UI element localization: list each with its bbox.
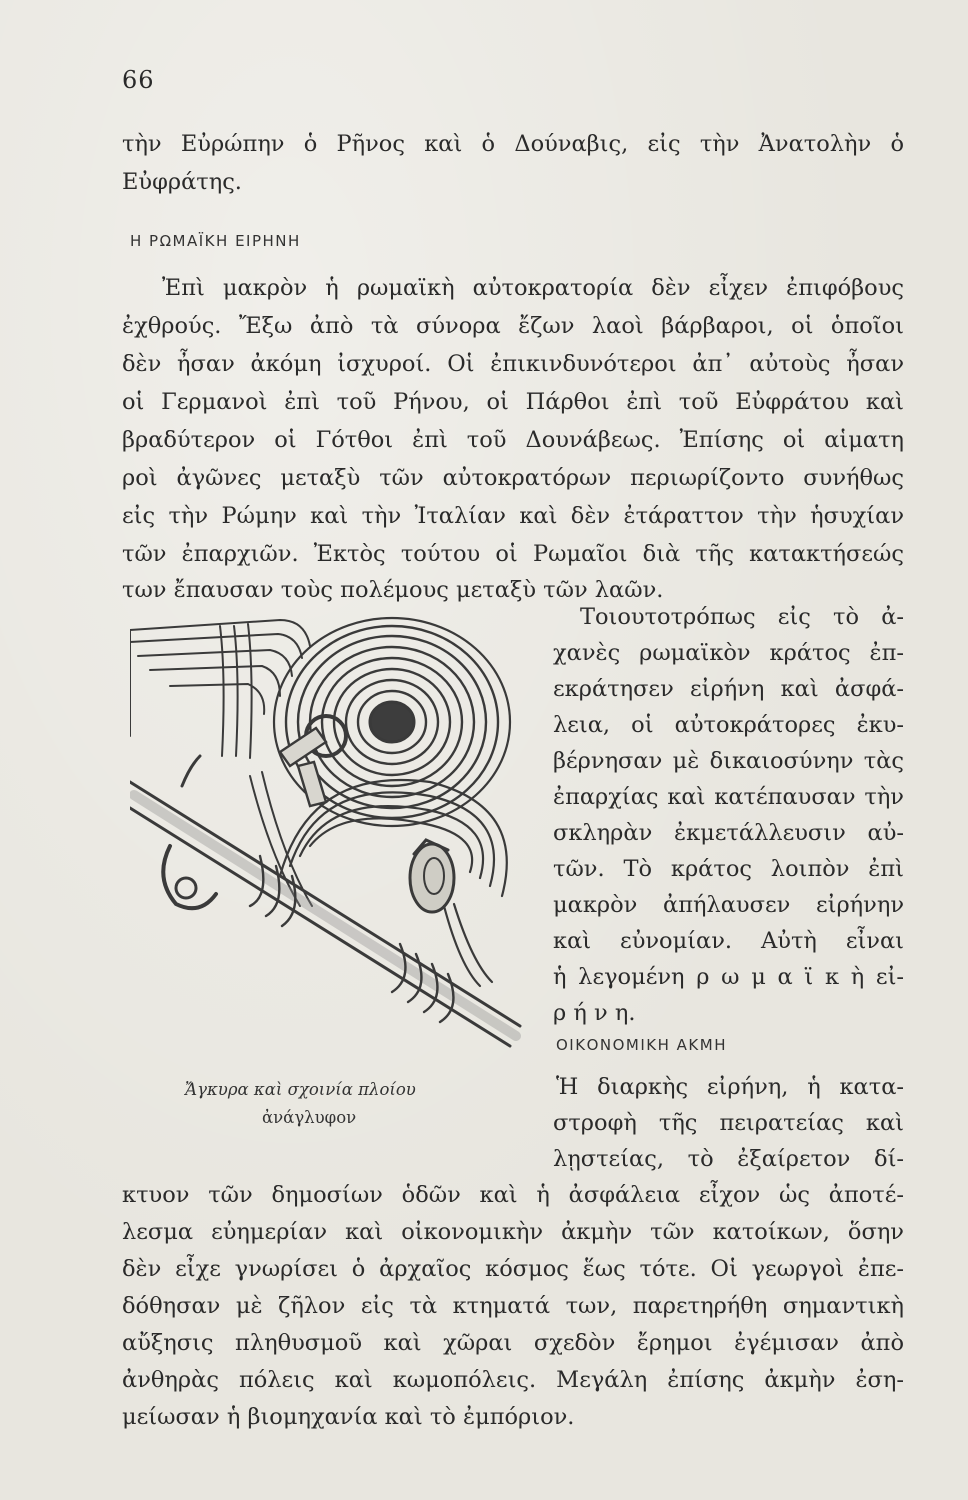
body-line: των ἔπαυσαν τοὺς πολέμους μεταξὺ τῶν λαῶν. [122,577,664,603]
side-line: μακρὸν ἀπήλαυσεν εἰρήνην [553,892,904,918]
body-line: αὔξησις πληθυσμοῦ καὶ χῶραι σχεδὸν ἔρημοι ἐγέμισαν ἀπὸ [122,1330,904,1356]
figure-caption-title: Ἄγκυρα καὶ σχοινία πλοίου [185,1080,416,1099]
body-line: δόθησαν μὲ ζῆλον εἰς τὰ κτηματά των, παρετηρήθη σημαντικὴ [122,1293,904,1319]
side-line: στροφὴ τῆς πειρατείας καὶ [553,1110,904,1136]
body-line: οἱ Γερμανοὶ ἐπὶ τοῦ Ρήνου, οἱ Πάρθοι ἐπὶ τοῦ Εὐφράτου καὶ [122,389,904,415]
body-line: κτυον τῶν δημοσίων ὁδῶν καὶ ἡ ἀσφάλεια εἶχον ὡς ἀποτέ- [122,1182,904,1208]
side-line: ἐπαρχίας καὶ κατέπαυσαν τὴν [553,784,904,810]
body-line: τῶν ἐπαρχιῶν. Ἐκτὸς τούτου οἱ Ρωμαῖοι διὰ τῆς κατακτήσεώς [122,541,904,567]
body-line: δὲν εἶχε γνωρίσει ὁ ἀρχαῖος κόσμος ἕως τότε. Οἱ γεωργοὶ ἐπε- [122,1256,904,1282]
body-line: βραδύτερον οἱ Γότθοι ἐπὶ τοῦ Δουνάβεως. Ἐπίσης οἱ αἱματη [122,427,904,453]
side-line: τῶν. Τὸ κράτος λοιπὸν ἐπὶ [553,856,904,882]
section-heading: ΟΙΚΟΝΟΜΙΚΗ ΑΚΜΗ [556,1036,727,1054]
side-line: σκληρὰν ἐκμετάλλευσιν αὐ- [553,820,904,846]
body-line: ἐχθρούς. Ἔξω ἀπὸ τὰ σύνορα ἔζων λαοὶ βάρβαροι, οἱ ὁποῖοι [122,313,904,339]
section-heading: Η ΡΩΜΑΪΚΗ ΕΙΡΗΝΗ [130,232,301,250]
anchor-rope-illustration [130,606,530,1058]
body-line: μείωσαν ἡ βιομηχανία καὶ τὸ ἐμπόριον. [122,1404,575,1430]
side-line: εκράτησεν εἰρήνη καὶ ἀσφά- [553,676,904,702]
body-line: Ἐπὶ μακρὸν ἡ ρωμαϊκὴ αὐτοκρατορία δὲν εἶχεν ἐπιφόβους [162,275,904,301]
side-line: λεια, οἱ αὐτοκράτορες ἐκυ- [553,712,904,738]
side-line: ρ ή ν η. [553,1000,636,1026]
side-line: χανὲς ρωμαϊκὸν κράτος ἐπ- [553,640,904,666]
body-line: δὲν ἦσαν ἀκόμη ἰσχυροί. Οἱ ἐπικινδυνότεροι ἀπ᾽ αὐτοὺς ἦσαν [122,351,904,377]
page-number: 66 [122,66,155,94]
body-line: λεσμα εὐημερίαν καὶ οἰκονομικὴν ἀκμὴν τῶν κατοίκων, ὅσην [122,1219,904,1245]
side-line: βέρνησαν μὲ δικαιοσύνην τὰς [553,748,904,774]
body-line: Εὐφράτης. [122,169,242,195]
body-line: ἀνθηρὰς πόλεις καὶ κωμοπόλεις. Μεγάλη ἐπίσης ἀκμὴν ἐση- [122,1367,904,1393]
side-line: Ἡ διαρκὴς εἰρήνη, ἡ κατα- [556,1074,904,1100]
side-line: λῃστείας, τὸ ἐξαίρετον δί- [553,1146,904,1172]
side-line: καὶ εὐνομίαν. Αὐτὴ εἶναι [553,928,904,954]
figure-caption-subtitle: ἀνάγλυφον [262,1108,357,1127]
body-line: τὴν Εὐρώπην ὁ Ρῆνος καὶ ὁ Δούναβις, εἰς τὴν Ἀνατολὴν ὁ [122,131,904,157]
side-line: ἡ λεγομένη ρ ω μ α ϊ κ ὴ εἰ- [553,964,904,990]
side-line: Τοιουτοτρόπως εἰς τὸ ἀ- [580,604,904,630]
body-line: εἰς τὴν Ρώμην καὶ τὴν Ἰταλίαν καὶ δὲν ἐτάραττον τὴν ἡσυχίαν [122,503,904,529]
body-line: ροὶ ἀγῶνες μεταξὺ τῶν αὐτοκρατόρων περιωρίζοντο συνήθως [122,465,904,491]
